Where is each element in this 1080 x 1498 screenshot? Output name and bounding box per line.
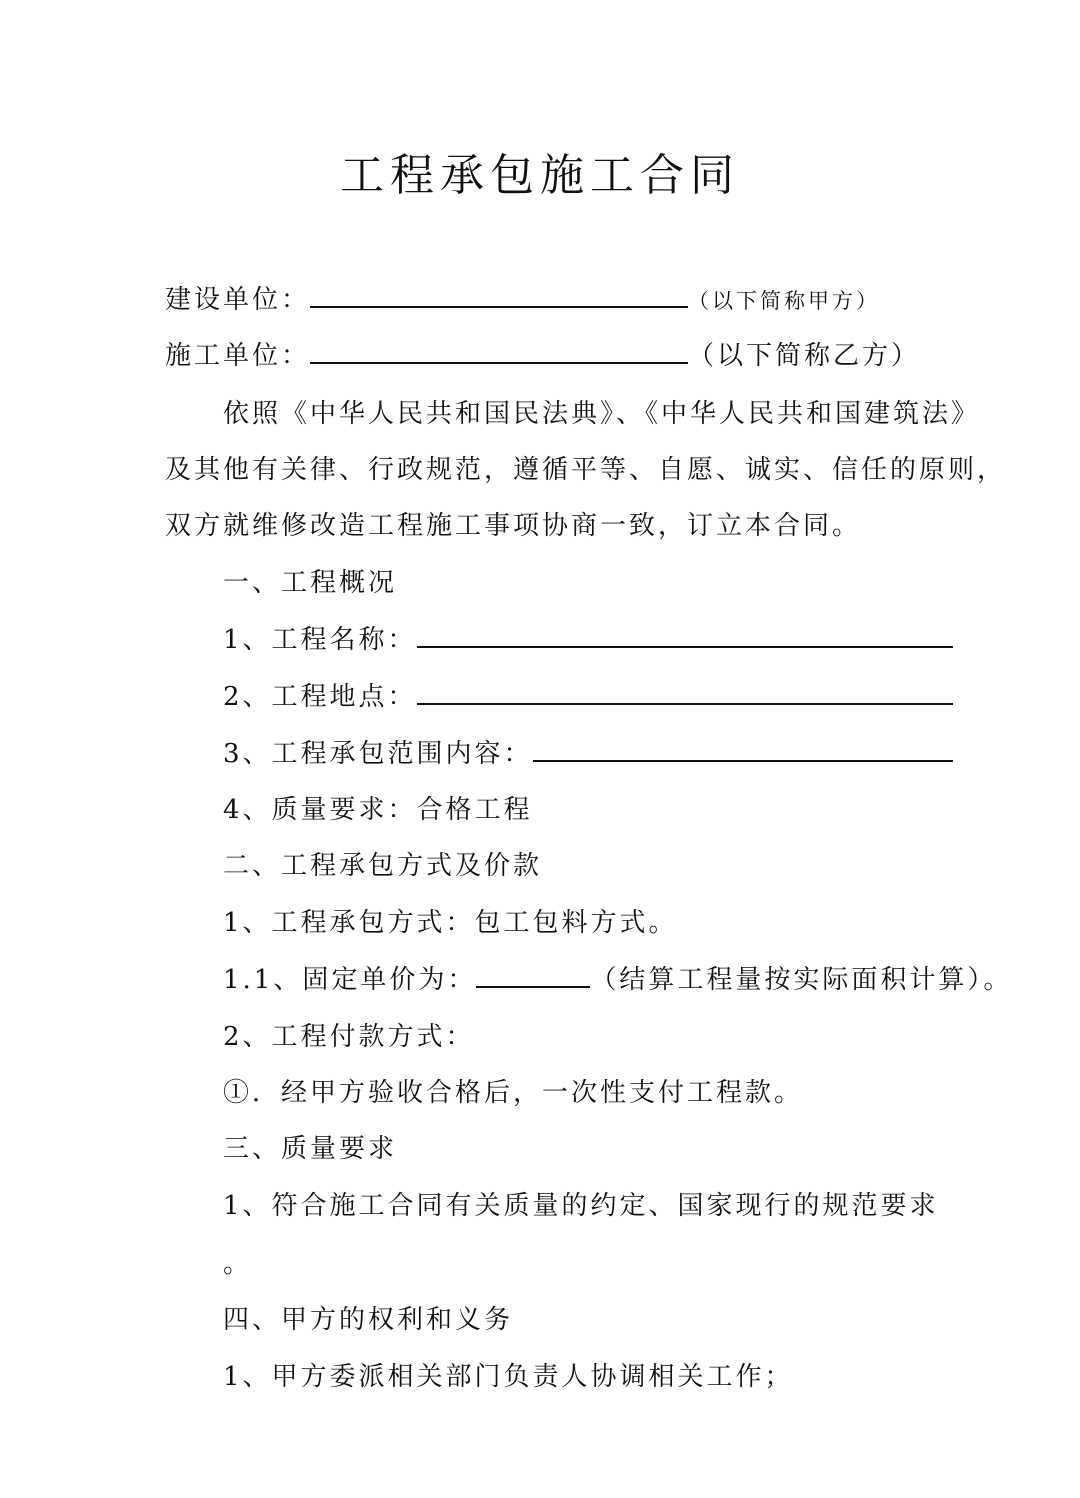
builder-suffix: （以下简称甲方） (688, 289, 881, 313)
contractor-suffix: （以下简称乙方） (688, 341, 921, 371)
section-1-heading: 一、工程概况 (223, 568, 398, 598)
payment-method-label: 2、工程付款方式： (223, 1022, 475, 1052)
section-4-heading: 四、甲方的权利和义务 (223, 1305, 514, 1335)
section-3-heading: 三、质量要求 (223, 1134, 398, 1164)
unit-price-line (223, 962, 1012, 998)
builder-label: 建设单位： (165, 285, 311, 315)
unit-price-suffix: （结算工程量按实际面积计算）。 (590, 965, 1013, 995)
builder-blank[interactable] (310, 284, 688, 308)
quality-item-1-end: 。 (223, 1249, 253, 1279)
project-location-label: 2、工程地点： (223, 682, 417, 712)
payment-item: ①．经甲方验收合格后，一次性支付工程款。 (223, 1078, 804, 1108)
project-scope-blank[interactable] (533, 738, 953, 762)
quality-item-1: 1、符合施工合同有关质量的约定、国家现行的规范要求 (223, 1191, 939, 1221)
unit-price-label: 1.1、固定单价为： (223, 965, 477, 995)
unit-price-blank[interactable] (476, 964, 590, 988)
project-scope-line (223, 736, 953, 772)
project-location-blank[interactable] (417, 681, 953, 705)
contract-mode: 1、工程承包方式：包工包料方式。 (223, 908, 678, 938)
document-title: 工程承包施工合同 (340, 150, 740, 201)
contractor-label: 施工单位： (165, 341, 311, 371)
intro-line-2: 及其他有关律、行政规范，遵循平等、自愿、诚实、信任的原则， (165, 455, 1007, 485)
quality-requirement: 4、质量要求：合格工程 (223, 795, 533, 825)
section-2-heading: 二、工程承包方式及价款 (223, 851, 543, 881)
project-name-blank[interactable] (417, 624, 953, 648)
contractor-line (165, 338, 920, 374)
intro-line-3: 双方就维修改造工程施工事项协商一致，订立本合同。 (165, 511, 862, 541)
contractor-blank[interactable] (310, 340, 688, 364)
project-name-label: 1、工程名称： (223, 625, 417, 655)
builder-line (165, 282, 880, 319)
intro-line-1: 依照《中华人民共和国民法典》、《中华人民共和国建筑法》 (223, 399, 981, 429)
party-a-item-1: 1、甲方委派相关部门负责人协调相关工作； (223, 1362, 794, 1392)
project-name-line (223, 622, 953, 658)
project-scope-label: 3、工程承包范围内容： (223, 739, 533, 769)
project-location-line (223, 679, 953, 715)
